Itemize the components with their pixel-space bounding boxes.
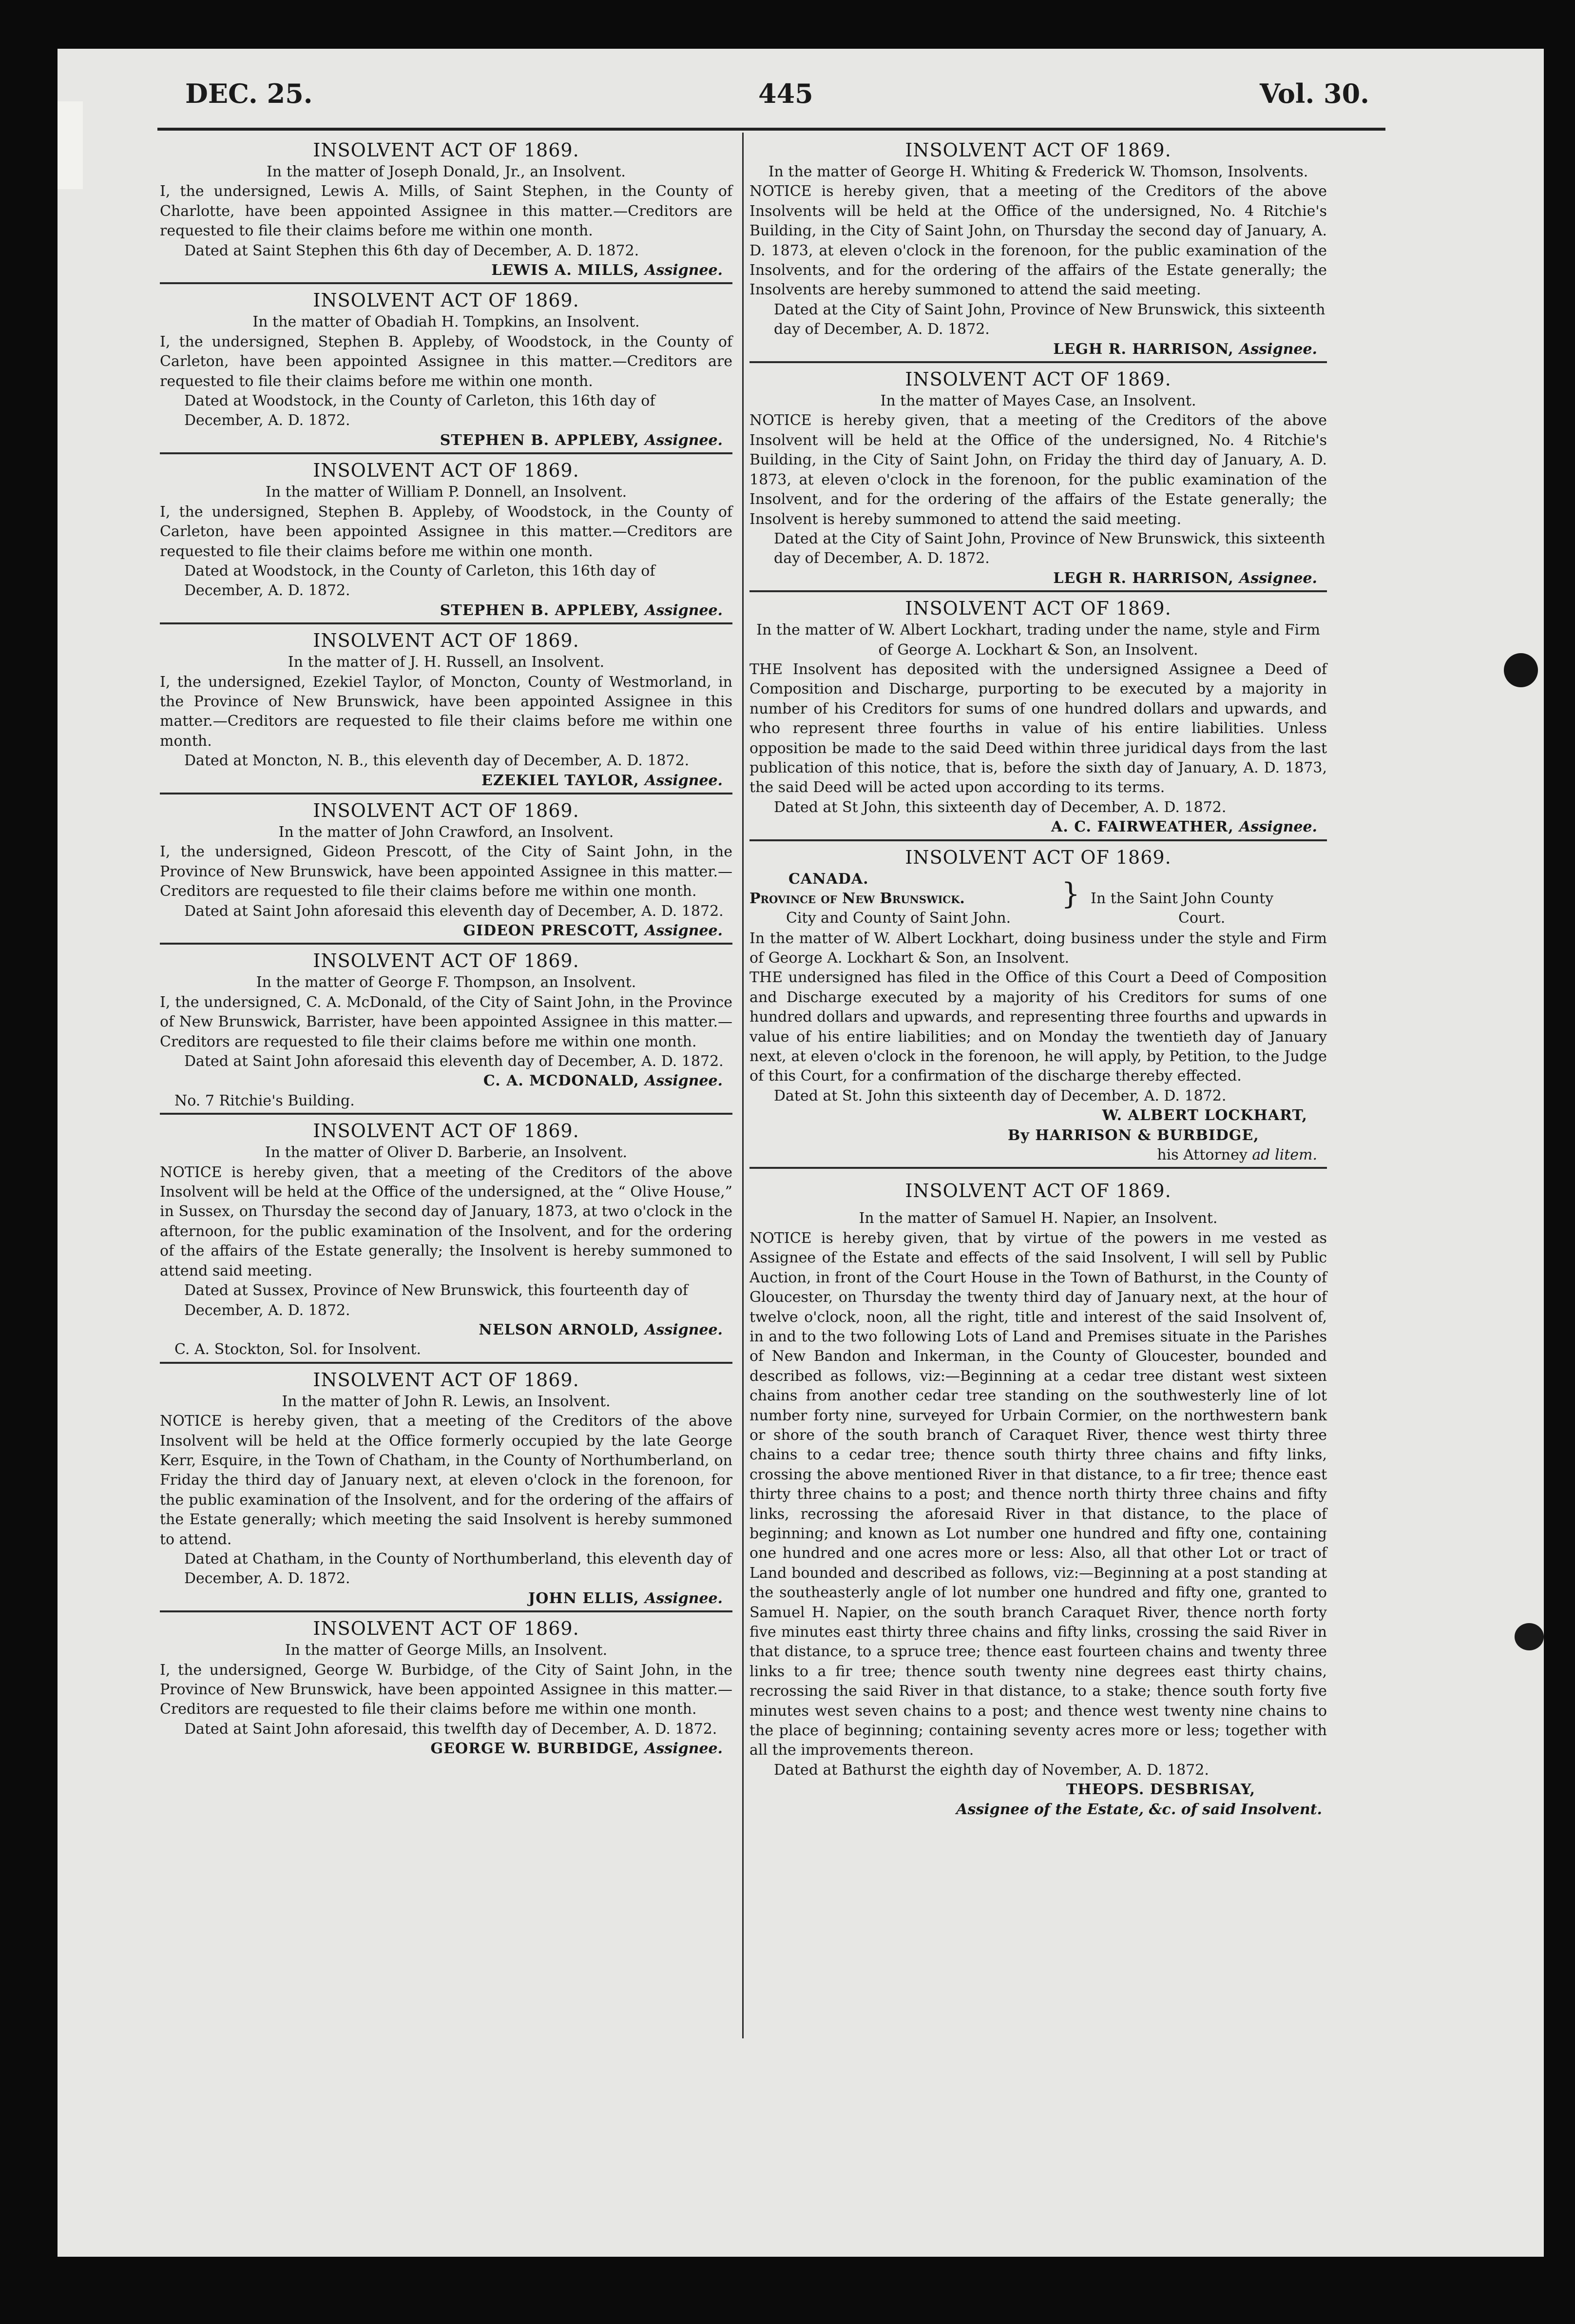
notice-signature: JOHN ELLIS, Assignee. (528, 1589, 723, 1607)
notice-body: NOTICE is hereby given, that by virtue of the powers in me vested as Assignee of the Estate and effects of the said Insolvent, I will sell by Public Auction, in front of the Court House in the Town of Bathurst, in the County of Gloucester, on Thursday the twenty third day of January next, at the hour of twelve o'clock, noon, all the right, title and interest of the said Insolvent of, in and to the two following Lots of Land and Premises situate in the Parishes of New Bandon and Inkerman, in the County of Gloucester, bounded and described as follows, viz:—Beginning at a cedar tree distant west sixteen chains from another cedar tree standing on the southwesterly line of lot number forty nine, surveyed for Urbain Cormier, on the northwestern bank or shore of the south branch of Caraquet River, thence west thirty three chains to a cedar tree; thence south thirty three chains and fifty links, crossing the above mentioned River in that distance, to a fir tree; thence east thirty three chains to a post; and thence north thirty three chains and fifty links, recrossing the aforesaid River in that distance, to the place of beginning; and known as Lot number one hundred and fifty one, containing one hundred and one acres more or less: Also, all that other Lot or tract of Land bounded and described as follows, viz:—Beginning at a post standing at the southeasterly angle of lot number one hundred and fifty one, granted to Samuel H. Napier, on the south branch Caraquet River, thence north forty five minutes east thirty three chains and fifty links, crossing the said River in that distance, to a spruce tree; thence east fourteen chains and twenty three links to a fir tree; thence south twenty nine degrees east thirty chains, recrossing the said River in that distance, to a stake; thence south forty five minutes west seven chains to a post; and thence west twenty nine chains to the place of beginning; containing seventy acres more or less; together with all the improvements thereon. (749, 1229, 1327, 1759)
notice-separator (160, 282, 732, 284)
notice-body: I, the undersigned, Lewis A. Mills, of Saint Stephen, in the County of Charlotte, have been appointed Assignee in this matter.—Creditors are requested to file their claims before me within one month. (160, 183, 732, 240)
caption-city: City and County of Saint John. (786, 909, 1011, 927)
notice-role: Assignee. (645, 1589, 723, 1607)
notice-title: INSOLVENT ACT OF 1869. (313, 950, 579, 972)
notice-body: NOTICE is hereby given, that a meeting of the Creditors of the above Insolvent will be held at the Office of the undersigned, at the “ Olive House,” in Sussex, on Thursday the second day of January, 1873, at two o'clock in the afternoon, for the public examination of the Insolvent, and for the ordering of the affairs of the Estate generally; the Insolvent is hereby summoned to attend said meeting. (160, 1163, 732, 1279)
notice-matter: In the matter of Samuel H. Napier, an Insolvent. (859, 1210, 1218, 1227)
binding-hole-lower (1515, 1623, 1544, 1650)
notice-signature: LEGH R. HARRISON, Assignee. (1053, 340, 1317, 358)
notice-matter: In the matter of W. Albert Lockhart, trading under the name, style and Firm of George A. Lockhart & Son, an Insolvent. (756, 621, 1320, 658)
notice-title: INSOLVENT ACT OF 1869. (313, 630, 579, 652)
notice-dated: Dated at Saint John aforesaid this eleventh day of December, A. D. 1872. (184, 1053, 724, 1070)
notice-body: I, the undersigned, George W. Burbidge, of the City of Saint John, in the Province of New Brunswick, have been appointed Assignee in this matter.—Creditors are requested to file their claims before me within one month. (160, 1661, 732, 1718)
notice-body: I, the undersigned, Gideon Prescott, of the City of Saint John, in the Province of New Brunswick, have been appointed Assignee in this matter.—Creditors are requested to file their claims before me within one month. (160, 843, 732, 900)
notice-role: Assignee. (645, 772, 723, 789)
caption-court: In the Saint John County (1091, 890, 1274, 907)
notice-body: NOTICE is hereby given, that a meeting of the Creditors of the above Insolvent will be held at the Office formerly occupied by the late George Kerr, Esquire, in the Town of Chatham, in the County of Northumberland, on Friday the third day of January next, at eleven o'clock in the forenoon, for the public examination of the Insolvent, and for the ordering of the affairs of the Estate generally; which meeting the said Insolvent is hereby summoned to attend. (160, 1413, 732, 1548)
notice-signature: LEWIS A. MILLS, Assignee. (491, 262, 723, 279)
notice-signature: EZEKIEL TAYLOR, Assignee. (481, 772, 723, 789)
notice-separator (160, 452, 732, 454)
notice-case (749, 367, 1327, 592)
notice-dated: Dated at Sussex, Province of New Brunswick, this fourteenth day of December, A. D. 1872. (184, 1282, 688, 1319)
notice-dated: Dated at Woodstock, in the County of Carleton, this 16th day of December, A. D. 1872. (184, 562, 655, 600)
notice-lockhart-assignee (749, 596, 1327, 841)
notice-lewis (160, 1368, 732, 1612)
notice-dated: Dated at Saint John aforesaid this eleventh day of December, A. D. 1872. (184, 902, 724, 920)
notice-title: INSOLVENT ACT OF 1869. (313, 1120, 579, 1142)
caption-canada: CANADA. (788, 870, 869, 888)
notice-separator (160, 943, 732, 945)
notice-body: NOTICE is hereby given, that a meeting of the Creditors of the above Insolvents will be held at the Office of the undersigned, No. 4 Ritchie's Building, in the City of Saint John, on Thursday the second day of January, A. D. 1873, at eleven o'clock in the forenoon, for the public examination of the Insolvents, and for the ordering of the affairs of the Estate generally; the Insolvents are hereby summoned to attend the said meeting. (749, 183, 1327, 299)
right-column (749, 134, 1327, 2084)
volume-number: Vol. 30. (1259, 78, 1369, 109)
notice-signature: GIDEON PRESCOTT, Assignee. (463, 922, 723, 939)
notice-role: Assignee. (645, 922, 723, 939)
notice-title: INSOLVENT ACT OF 1869. (905, 139, 1172, 161)
notice-napier (749, 1179, 1327, 1820)
notice-title: INSOLVENT ACT OF 1869. (905, 368, 1172, 390)
notice-matter: In the matter of W. Albert Lockhart, doing business under the style and Firm of George A. Lockhart & Son, an Insolvent. (749, 930, 1327, 967)
court-caption (749, 870, 1327, 929)
notice-body: THE undersigned has filed in the Office of this Court a Deed of Composition and Discharge executed by a majority of his Creditors for sums of one hundred dollars and upwards, and representing three fourths and upwards in value of his entire liabilities; and on Monday the twentieth day of January next, at eleven o'clock in the forenoon, he will apply, by Petition, to the Judge of this Court, for a confirmation of the discharge thereby effected. (749, 969, 1327, 1085)
notice-signature: LEGH R. HARRISON, Assignee. (1053, 569, 1317, 587)
notice-signature: GEORGE W. BURBIDGE, Assignee. (430, 1740, 723, 1758)
notice-crawford (160, 798, 732, 945)
notice-matter: In the matter of George H. Whiting & Frederick W. Thomson, Insolvents. (768, 163, 1308, 180)
notice-donnell (160, 458, 732, 624)
notice-signature: THEOPS. DESBRISAY, (1066, 1781, 1256, 1799)
notice-title: INSOLVENT ACT OF 1869. (905, 598, 1172, 620)
notice-extra: No. 7 Ritchie's Building. (174, 1092, 355, 1109)
left-column (160, 134, 732, 2084)
notice-matter: In the matter of Oliver D. Barberie, an Insolvent. (265, 1144, 628, 1162)
notice-matter: In the matter of Mayes Case, an Insolvent. (880, 392, 1196, 410)
notice-dated: Dated at Chatham, in the County of Northumberland, this eleventh day of December, A. D. 1872. (184, 1550, 732, 1588)
notice-body: I, the undersigned, Ezekiel Taylor, of Moncton, County of Westmorland, in the Province of New Brunswick, have been appointed Assignee in this matter.—Creditors are requested to file their claims before me within one month. (160, 673, 732, 750)
notice-dated: Dated at St. John this sixteenth day of December, A. D. 1872. (774, 1087, 1227, 1104)
notice-separator (160, 1610, 732, 1612)
notice-dated: Dated at Moncton, N. B., this eleventh day of December, A. D. 1872. (184, 752, 690, 770)
header-date: DEC. 25. (185, 78, 313, 109)
notice-role: Assignee. (1239, 340, 1317, 358)
notice-barberie (160, 1119, 732, 1363)
caption-court-2: Court. (1178, 909, 1226, 927)
notice-matter: In the matter of George Mills, an Insolvent. (285, 1642, 608, 1659)
notice-mills (160, 1616, 732, 1759)
notice-attorney: By HARRISON & BURBIDGE, (1008, 1126, 1259, 1144)
notice-body: THE Insolvent has deposited with the undersigned Assignee a Deed of Composition and Discharge, purporting to be executed by a majority in number of his Creditors for sums of one hundred dollars and upwards, and who represent three fourths in value of his entire liabilities. Unless opposition be made to the said Deed within three juridical days from the last publication of this notice, that is, before the sixth day of January, A. D. 1873, the said Deed will be acted upon according to its terms. (749, 660, 1327, 796)
notice-dated: Dated at Bathurst the eighth day of November, A. D. 1872. (774, 1761, 1209, 1779)
notice-body: I, the undersigned, Stephen B. Appleby, of Woodstock, in the County of Carleton, have been appointed Assignee in this matter.—Creditors are requested to file their claims before me within one month. (160, 503, 732, 560)
notice-role: Assignee. (645, 431, 723, 449)
notice-signature: NELSON ARNOLD, Assignee. (479, 1321, 723, 1338)
notice-signature: STEPHEN B. APPLEBY, Assignee. (440, 431, 723, 449)
notice-matter: In the matter of John R. Lewis, an Insolvent. (282, 1393, 611, 1410)
notice-separator (749, 1167, 1327, 1169)
notice-whiting-thomson (749, 138, 1327, 363)
page-header (185, 78, 1369, 127)
notice-title: INSOLVENT ACT OF 1869. (313, 290, 579, 311)
notice-dated: Dated at St John, this sixteenth day of December, A. D. 1872. (774, 798, 1227, 816)
notice-title: INSOLVENT ACT OF 1869. (313, 799, 579, 821)
notice-title: INSOLVENT ACT OF 1869. (905, 846, 1172, 868)
notice-role: Assignee. (645, 1321, 723, 1338)
notice-title: INSOLVENT ACT OF 1869. (313, 460, 579, 482)
notice-dated: Dated at the City of Saint John, Province of New Brunswick, this sixteenth day of December, A. D. 1872. (774, 530, 1325, 567)
notice-thompson (160, 949, 732, 1115)
notice-lockhart-court (749, 845, 1327, 1169)
column-divider (742, 133, 744, 2038)
notice-matter: In the matter of John Crawford, an Insolvent. (278, 823, 614, 841)
notice-title: INSOLVENT ACT OF 1869. (313, 1618, 579, 1640)
header-rule (157, 128, 1385, 131)
notice-role: Assignee of the Estate, &c. of said Insolvent. (956, 1801, 1322, 1818)
notice-title: INSOLVENT ACT OF 1869. (313, 1369, 579, 1391)
notice-extra: C. A. Stockton, Sol. for Insolvent. (174, 1341, 422, 1358)
notice-separator (160, 622, 732, 624)
notice-separator (749, 590, 1327, 592)
notice-russell (160, 628, 732, 794)
notice-donald (160, 138, 732, 284)
notice-role: Assignee. (1239, 818, 1317, 836)
notice-title: INSOLVENT ACT OF 1869. (313, 139, 579, 161)
caption-province: Province of New Brunswick. (749, 890, 965, 907)
notice-matter: In the matter of J. H. Russell, an Insolvent. (288, 654, 605, 671)
notice-separator (749, 361, 1327, 363)
notice-title: INSOLVENT ACT OF 1869. (905, 1180, 1172, 1202)
notice-signature: STEPHEN B. APPLEBY, Assignee. (440, 601, 723, 619)
notice-matter: In the matter of Obadiah H. Tompkins, an Insolvent. (252, 313, 640, 331)
notice-body: I, the undersigned, Stephen B. Appleby, of Woodstock, in the County of Carleton, have been appointed Assignee in this matter.—Creditors are requested to file their claims before me within one month. (160, 333, 732, 390)
notice-separator (160, 1362, 732, 1364)
notice-dated: Dated at Woodstock, in the County of Carleton, this 16th day of December, A. D. 1872. (184, 392, 655, 429)
notice-matter: In the matter of William P. Donnell, an Insolvent. (265, 484, 627, 501)
notice-tompkins (160, 288, 732, 454)
notice-body: NOTICE is hereby given, that a meeting of the Creditors of the above Insolvent will be held at the Office of the undersigned, No. 4 Ritchie's Building, in the City of Saint John, on Friday the third day of January, A. D. 1873, at eleven o'clock in the forenoon, for the public examination of the Insolvent, and for the ordering of the affairs of the Estate generally; the Insolvent is hereby summoned to attend the said meeting. (749, 412, 1327, 528)
notice-signature: W. ALBERT LOCKHART, (1102, 1107, 1307, 1124)
notice-matter: In the matter of Joseph Donald, Jr., an Insolvent. (267, 163, 626, 180)
binding-hole (1504, 653, 1538, 687)
notice-role: Assignee. (1239, 569, 1317, 587)
notice-body: I, the undersigned, C. A. McDonald, of the City of Saint John, in the Province of New Brunswick, Barrister, have been appointed Assignee in this matter.—Creditors are requested to file their claims before me within one month. (160, 993, 732, 1050)
notice-signature: A. C. FAIRWEATHER, Assignee. (1051, 818, 1317, 836)
notice-attorney-role: his Attorney ad litem. (1157, 1146, 1317, 1164)
notice-dated: Dated at the City of Saint John, Province of New Brunswick, this sixteenth day of December, A. D. 1872. (774, 301, 1325, 338)
notice-role: Assignee. (645, 601, 723, 619)
notice-dated: Dated at Saint John aforesaid, this twelfth day of December, A. D. 1872. (184, 1720, 717, 1738)
page-edge-tab (58, 101, 83, 189)
notice-matter: In the matter of George F. Thompson, an Insolvent. (256, 974, 636, 991)
notice-separator (749, 839, 1327, 841)
notice-separator (160, 1113, 732, 1115)
notice-signature: C. A. MCDONALD, Assignee. (483, 1072, 723, 1090)
notice-separator (160, 793, 732, 794)
caption-brace: } (1061, 876, 1080, 911)
notice-dated: Dated at Saint Stephen this 6th day of December, A. D. 1872. (184, 242, 639, 259)
page-number: 445 (758, 78, 813, 109)
notice-role: Assignee. (645, 1740, 723, 1758)
notice-role: Assignee. (645, 262, 723, 279)
notice-role: Assignee. (645, 1072, 723, 1090)
